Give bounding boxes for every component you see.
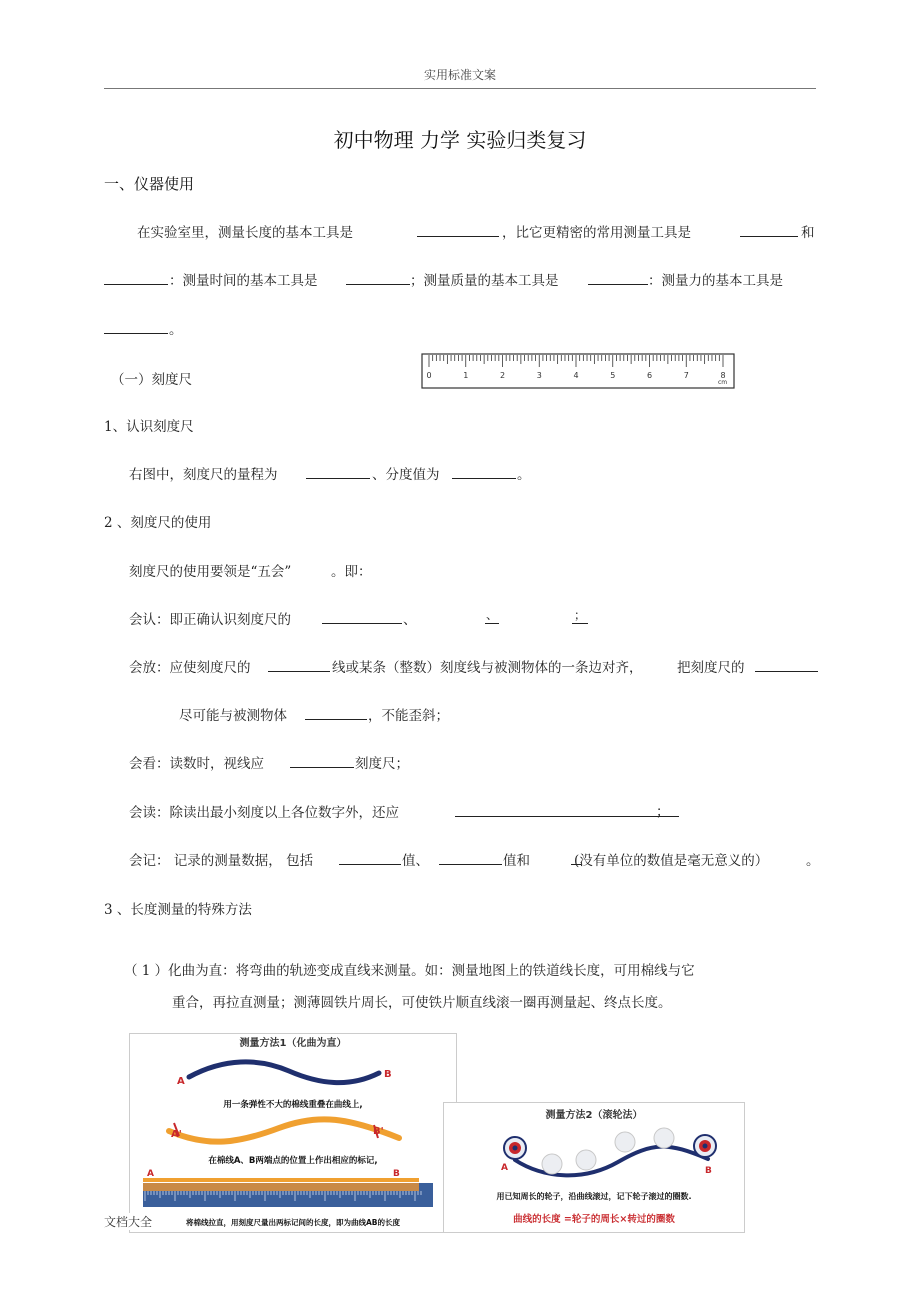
p1-line1-text-b: ，比它更精密的常用测量工具是 [502,225,691,241]
hui-kan-text-a: 会看：读数时，视线应 [129,756,264,772]
page-footer: 文档大全 [104,1215,153,1229]
blank-basic-length-tool[interactable] [417,222,499,241]
figure-method2-title: 测量方法2（滚轮法） [545,1110,643,1121]
ruler-number: 0 [426,371,432,380]
figure-method1-title: 测量方法1（化曲为直） [239,1038,347,1049]
ruler-number: 8 [720,371,726,380]
figure-method2-formula: 曲线的长度 =轮子的周长×转过的圈数 [513,1214,675,1225]
ruler-unit-label: cm [718,379,728,386]
label-b3: B [393,1169,400,1179]
ruler-number: 6 [646,371,653,380]
blank-hui-fang-2[interactable] [755,657,818,676]
hui-ji-text-e: 。 [806,853,820,869]
blank-hui-ji-1[interactable] [339,850,401,869]
hui-ren-text-d: ； [574,608,587,622]
item1-text-a: 右图中，刻度尺的量程为 [129,467,278,483]
blank-ruler-range[interactable] [306,464,370,483]
figure-method1 [129,1033,457,1233]
wheel-ghost-2 [576,1150,596,1170]
hui-du-text-a: 会读：除读出最小刻度以上各位数字外，还应 [129,805,399,821]
hui-ji-text-d: (没有单位的数值是毫无意义的） [574,853,769,869]
blank-hui-ji-2[interactable] [439,850,502,869]
wheel-end [694,1135,716,1157]
blank-ruler-division[interactable] [452,464,516,483]
ruler-number: 4 [573,371,579,380]
blank-hui-du[interactable] [455,802,679,821]
figure-method1-step2: 在棉线A、B两端点的位置上作出相应的标记, [208,1156,378,1166]
hui-fang-text-b: 线或某条（整数）刻度线与被测物体的一条边对齐， [332,660,643,676]
header-rule [104,88,816,89]
wheel-label-a: A [501,1163,508,1173]
item1-text-c: 。 [517,467,531,483]
figure-method2-frame [444,1103,745,1233]
hui-ji-text-b: 值、 [402,853,429,869]
ruler-number: 1 [463,371,469,380]
wheel-start [504,1137,526,1159]
figure-method1-step3: 将棉线拉直，用刻度尺量出两标记间的长度，即为曲线AB的长度 [185,1218,401,1227]
hui-ren-text-c: 、 [486,608,499,622]
hui-ji-text-a: 会记： 记录的测量数据， 包括 [129,853,314,869]
hui-ren-text-a: 会认：即正确认识刻度尺的 [129,612,291,628]
blank-precise-tool-1[interactable] [740,222,798,241]
method1-line1: （ 1 ）化曲为直：将弯曲的轨迹变成直线来测量。如：测量地图上的铁道线长度，可用棉线与它 [124,963,695,979]
hui-du-text-b: ； [656,804,670,820]
figure-method2-step1: 用已知周长的轮子，沿曲线滚过，记下轮子滚过的圈数. [496,1192,692,1201]
item2-heading: 2 、刻度尺的使用 [104,515,212,531]
section-heading: 一、仪器使用 [104,175,195,193]
item2-intro-a: 刻度尺的使用要领是“五会” [129,564,292,580]
blank-hui-fang-1[interactable] [268,657,330,676]
label-a3: A [147,1169,154,1179]
p1-line1-text-c: 和 [801,225,815,241]
label-b2: B' [373,1126,384,1137]
p1-line1-text-a: 在实验室里，测量长度的基本工具是 [137,225,353,241]
ruler-number: 3 [536,371,542,380]
figure-ruler-wood [143,1183,419,1191]
wheel-ghost-1 [542,1154,562,1174]
ruler-number: 2 [499,371,506,380]
p1-line2-text-a: ：测量时间的基本工具是 [169,273,318,289]
blank-precise-tool-2[interactable] [104,270,168,289]
blank-hui-ren-1[interactable] [322,609,402,628]
hui-fang2-text-b: ，不能歪斜； [368,708,449,724]
blank-mass-tool[interactable] [588,270,648,289]
item1-text-b: 、分度值为 [372,467,440,483]
page-header: 实用标准文案 [423,68,496,82]
hui-kan-text-b: 刻度尺； [355,756,409,772]
hui-fang-text-a: 会放：应使刻度尺的 [129,660,251,676]
subsection-ruler: （一）刻度尺 [111,372,192,388]
wheel-ghost-3 [615,1132,635,1152]
hui-fang-text-c: 把刻度尺的 [677,660,745,676]
method1-line2: 重合，再拉直测量；测薄圆铁片周长，可使铁片顺直线滚一圈再测量起、终点长度。 [172,995,672,1011]
hui-ren-text-b: 、 [403,612,417,628]
p1-line3-end: 。 [169,322,183,338]
hui-fang2-text-a: 尽可能与被测物体 [179,708,287,724]
page-title: 初中物理 力学 实验归类复习 [333,128,587,152]
blank-time-tool[interactable] [346,270,410,289]
wheel-ghost-4 [654,1128,674,1148]
item3-heading: 3 、长度测量的特殊方法 [104,902,252,918]
ruler-figure [421,353,735,389]
blank-hui-kan[interactable] [290,753,354,772]
p1-line2-text-c: ：测量力的基本工具是 [648,273,783,289]
ruler-number: 5 [610,371,616,380]
p1-line2-text-b: ；测量质量的基本工具是 [410,273,559,289]
label-b1: B [384,1069,392,1080]
figure-method2 [443,1102,745,1233]
item1-heading: 1、认识刻度尺 [104,419,194,435]
blank-force-tool[interactable] [104,319,168,338]
hui-ji-text-c: 值和 [503,853,530,869]
item2-intro-b: 。即： [331,564,372,580]
label-a2: A' [171,1129,182,1140]
figure-method1-step1: 用一条弹性不大的棉线重叠在曲线上, [223,1100,363,1110]
wheel-label-b: B [705,1166,712,1176]
label-a1: A [177,1076,185,1087]
ruler-number: 7 [683,371,689,380]
blank-hui-fang-3[interactable] [305,705,367,724]
